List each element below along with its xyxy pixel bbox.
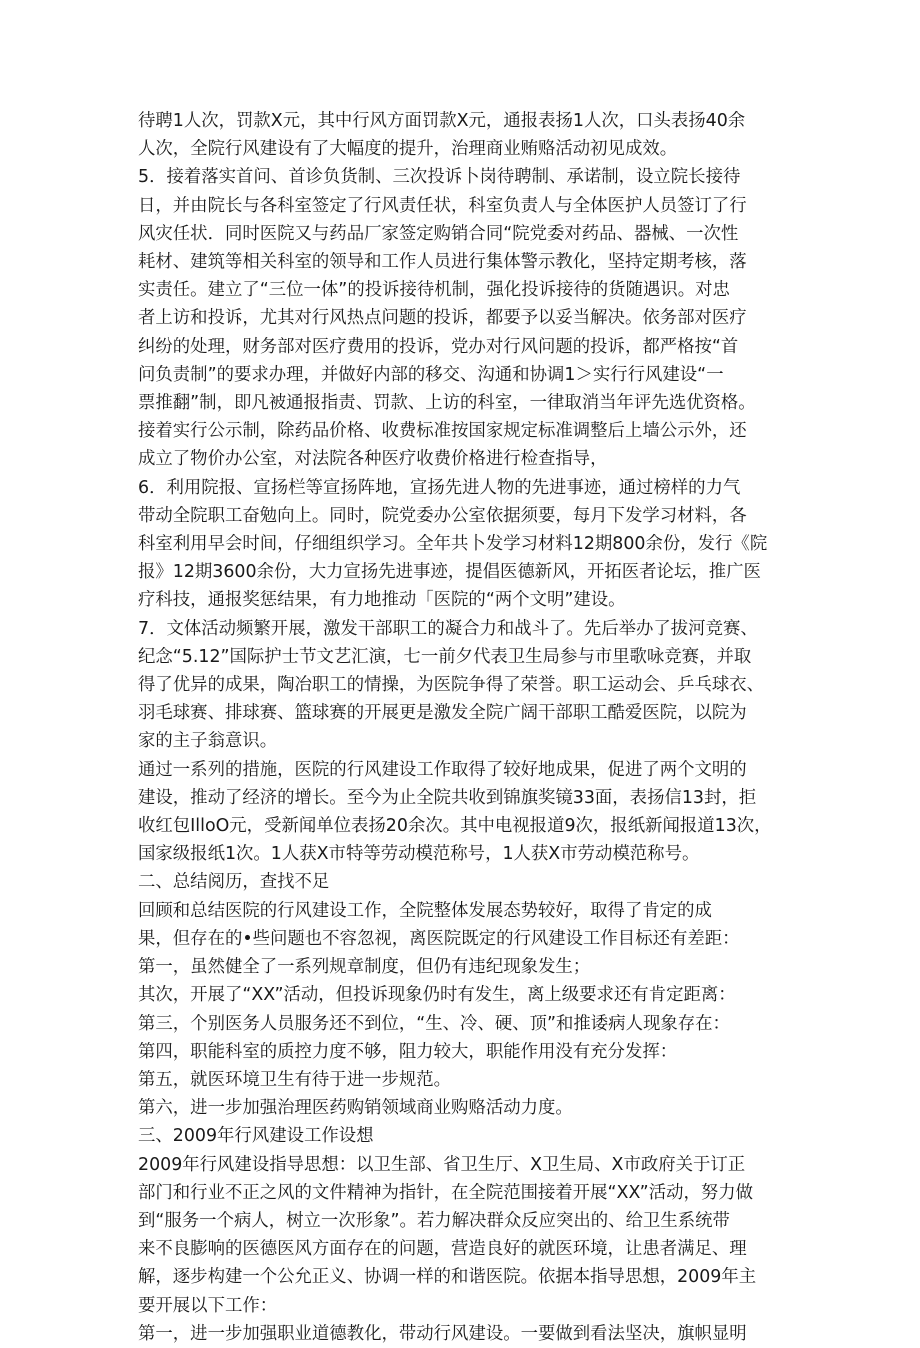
text-line: 第一，虽然健全了一系列规章制度，但仍有违纪现象发生； [138, 957, 591, 978]
text-line: 待聘1人次，罚款X元，其中行风方面罚款X元，通报表扬1人次，口头表扬40余 [138, 111, 746, 131]
text-line: 建设，推动了经济的增长。至今为止全院共收到锦旗奖镜33面，表扬信13封，拒 [138, 787, 757, 808]
document-body [138, 107, 788, 1348]
text-line: 家的主子翁意识。 [138, 731, 278, 752]
text-line: 5．接着落实首问、首诊负货制、三次投诉卜岗待聘制、承诺制，设立院长接待 [138, 167, 741, 188]
text-line: 实责任。建立了“三位一体”的投诉接待机制，强化投诉接待的货随遇识。对忠 [138, 280, 730, 301]
text-line: 疗科技，通报奖惩结果，有力地推动「医院的“两个文明”建设。 [138, 590, 626, 611]
text-line: 带动全院职工奋勉向上。同时，院党委办公室依据须要，每月下发学习材料，各 [138, 505, 747, 526]
text-line: 果，但存在的•些问题也不容忽视，离医院既定的行风建设工作目标还有差距： [138, 928, 740, 949]
text-line: 第四，职能科室的质控力度不够，阻力较大，职能作用没有充分发挥： [138, 1041, 678, 1062]
text-line: 2009年行风建设指导思想：以卫生部、省卫生厅、X卫生局、X市政府关于订正 [138, 1154, 746, 1175]
text-line: 6．利用院报、宣扬栏等宣扬阵地，宣扬先进人物的先进事迹，通过榜样的力气 [138, 477, 741, 498]
text-line: 票推翻”制，即凡被通报指责、罚款、上访的科室，一律取消当年评先选优资格。 [138, 393, 756, 414]
text-line: 来不良膨响的医德医风方面存在的问题，营造良好的就医环境，让患者满足、理 [138, 1239, 747, 1260]
text-line: 得了优异的成果，陶冶职工的情操，为医院争得了荣誉。职工运动会、乒乓球衣、 [138, 675, 765, 696]
text-line: 问负责制”的要求办理，并做好内部的移交、沟通和协调1＞实行行风建设“一 [138, 364, 724, 385]
text-line: 耗材、建筑等相关科室的领导和工作人员进行集体警示教化，坚持定期考核，落 [138, 252, 747, 273]
text-line: 者上访和投诉，尤其对行风热点问题的投诉，都要予以妥当解决。依务部对医疗 [138, 308, 747, 329]
text-line: 纠纷的处理，财务部对医疗费用的投诉，党办对行风问题的投诉，都严格按“首 [138, 336, 739, 357]
text-line: 国家级报纸1次。1人获X市特等劳动模范称号，1人获X市劳动模范称号。 [138, 844, 700, 865]
text-line: 羽毛球赛、排球赛、篮球赛的开展更是激发全院广阔干部职工酷爱医院，以院为 [138, 703, 747, 724]
text-line: 风灾任状．同时医院又与药品厂家签定购销合同“院党委对药品、器械、一次性 [138, 223, 739, 244]
text-line: 收红包IlloO元，受新闻单位表扬20余次。其中电视报道9次，报纸新闻报道13次， [138, 816, 772, 837]
text-line: 接着实行公示制，除药品价格、收费标准按国家规定标准调整后上墙公示外，还 [138, 421, 747, 442]
text-line: 通过一系列的措施，医院的行风建设工作取得了较好地成果，促进了两个文明的 [138, 759, 747, 780]
section-heading: 三、2009年行风建设工作设想 [138, 1126, 374, 1147]
text-line: 其次，开展了“XX”活动，但投诉现象仍时有发生，离上级要求还有肯定距离： [138, 985, 736, 1006]
text-line: 第一，进一步加强职业道德教化，带动行风建设。一要做到看法坚决，旗帜显明 [138, 1323, 747, 1344]
text-line: 解，逐步构建一个公允正义、协调一样的和谐医院。依据本指导思想，2009年主 [138, 1267, 757, 1288]
text-line: 第三，个别医务人员服务还不到位，“生、冷、硬、顶”和推诿病人现象存在： [138, 1013, 730, 1034]
text-line: 科室利用早会时间，仔细组织学习。全年共卜发学习材料12期800余份，发行《院 [138, 534, 768, 555]
text-line: 人次，全院行风建设有了大幅度的提升，治理商业贿赂活动初见成效。 [138, 139, 678, 160]
text-line: 日，并由院长与各科室签定了行风责任状，科室负责人与全体医护人员签订了行 [138, 195, 747, 216]
text-line: 第五，就医环境卫生有待于进一步规范。 [138, 1069, 452, 1090]
text-line: 报》12期3600余份，大力宣扬先进事迹，提倡医德新风，开拓医者论坛，推广医 [138, 562, 761, 583]
text-line: 部门和行业不正之风的文件精神为指针，在全院范围接着开展“XX”活动，努力做 [138, 1182, 754, 1203]
text-line: 要开展以下工作： [138, 1295, 278, 1316]
text-line: 第六，进一步加强治理医药购销领域商业购赂活动力度。 [138, 1098, 573, 1119]
text-line: 7．文体活动频繁开展，激发干部职工的凝合力和战斗了。先后举办了拔河竞赛、 [138, 618, 758, 639]
text-line: 纪念“5.12”国际护士节文艺汇演，七一前夕代表卫生局参与市里歌咏竞赛，并取 [138, 646, 752, 667]
text-line: 到“服务一个病人，树立一次形象”。若力解决群众反应突出的、给卫生系统带 [138, 1210, 730, 1231]
section-heading: 二、总结阅历，查找不足 [138, 872, 330, 893]
text-line: 回顾和总结医院的行风建设工作，全院整体发展态势较好，取得了肯定的成 [138, 900, 712, 921]
text-line: 成立了物价办公室，对法院各种医疗收费价格进行检查指导， [138, 449, 608, 470]
